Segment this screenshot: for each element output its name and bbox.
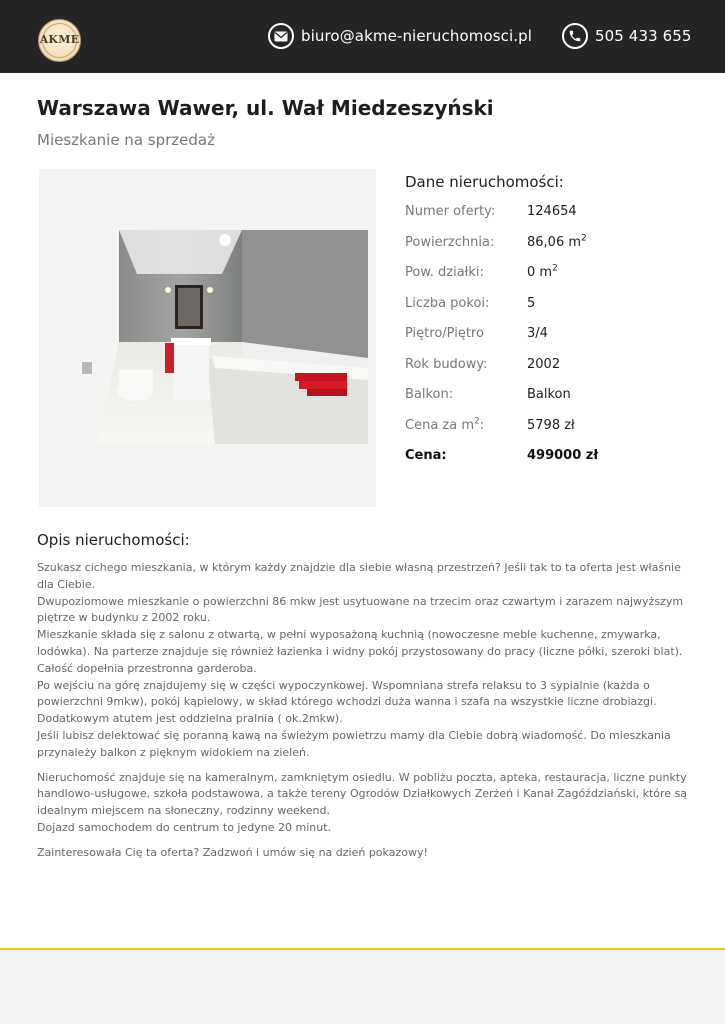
detail-row-balcony <box>405 379 705 410</box>
details-heading: Dane nieruchomości: <box>405 173 564 191</box>
listing-subtitle: Mieszkanie na sprzedaż <box>37 131 215 149</box>
detail-row-price <box>405 440 705 471</box>
detail-value: 2002 <box>527 356 561 372</box>
detail-label: Liczba pokoi: <box>405 295 490 311</box>
photo-frame <box>39 169 376 507</box>
detail-row-area <box>405 227 705 258</box>
detail-value: Balkon <box>527 387 571 402</box>
bathroom-photo[interactable] <box>47 230 368 444</box>
details-table <box>405 196 705 471</box>
detail-row-price-per-m2 <box>405 410 705 441</box>
detail-value: 86,06 $m^2$ <box>527 233 587 250</box>
detail-value: 124654 <box>527 204 577 219</box>
detail-label: Cena: <box>405 448 447 463</box>
email-link[interactable]: biuro@akme-nieruchomosci.pl <box>301 27 533 45</box>
detail-value: 5798 zł <box>527 417 575 433</box>
email-contact[interactable] <box>268 23 532 49</box>
logo-text: AKME <box>39 33 80 46</box>
akme-logo[interactable] <box>38 19 81 62</box>
header-bar <box>0 0 725 73</box>
phone-icon <box>562 23 588 49</box>
detail-label: Powierzchnia: <box>405 234 495 250</box>
footer <box>0 950 725 1024</box>
description-body <box>37 560 689 862</box>
listing-title: Warszawa Wawer, ul. Wał Miedzeszyński <box>37 96 494 120</box>
description-paragraph: Zainteresowała Cię ta oferta? Zadzwoń i umów się na dzień pokazowy! <box>37 845 428 859</box>
envelope-icon <box>268 23 294 49</box>
description-heading: Opis nieruchomości: <box>37 531 190 549</box>
detail-row-plot-area <box>405 257 705 288</box>
phone-contact[interactable] <box>562 23 692 49</box>
description-paragraph: Szukasz cichego mieszkania, w którym każdy znajdzie dla siebie własną przestrzeń? Jeśli tak to ta oferta jest właśnie dla Ciebie. Dwupoziomowe mieszkanie o powierzchni 86 mkw jest usytuowane na trzecim oraz czwartym i zarazem najwyższym piętrze w budynku z 2002 roku. Mieszkanie składa się z salonu z otwartą, w pełni wyposażoną kuchnią (nowoczesne meble kuchenne, zmywarka, lodówka). Na parterze znajduje się również łazienka i widny pokój przystosowany do pracy (liczne półki, szeroki blat). Całość dopełnia przestronna garderoba. Po wejściu na górę znajdujemy się w części wypoczynkowej. Wspomniana strefa relaksu to 3 sypialnie (każda o powierzchni 9mkw), pokój kąpielowy, w skład którego wchodzi duża wanna i szafa na wszystkie liczne drobiazgi. Dodatkowym atutem jest oddzielna pralnia ( ok.2mkw). Jeśli lubisz delektować się poranną kawą na świeżym powietrzu mamy dla Ciebie dobrą wiadomość. Do mieszkania przynależy balkon z pięknym widokiem na zieleń. <box>37 561 684 759</box>
detail-label: Pow. działki: <box>405 265 484 280</box>
detail-label: Balkon: <box>405 387 454 402</box>
detail-row-offer-number <box>405 196 705 227</box>
detail-value: 3/4 <box>527 326 548 341</box>
price-value: 499000 zł <box>527 448 599 463</box>
detail-label: Rok budowy: <box>405 356 488 372</box>
detail-label: Cena za $m^2$: <box>405 416 485 433</box>
detail-row-rooms <box>405 288 705 319</box>
phone-link[interactable]: 505 433 655 <box>595 27 692 45</box>
detail-label: Piętro/Piętro <box>405 326 484 341</box>
description-paragraph: Nieruchomość znajduje się na kameralnym, zamkniętym osiedlu. W pobliżu poczta, apteka, restauracja, liczne punkty handlowo-usługowe, szkoła podstawowa, a także tereny Ogrodów Działkowych Zerżeń i Kanał Zagóździański, które są idealnym miejscem na słoneczny, rodzinny weekend. Dojazd samochodem do centrum to jedyne 20 minut. <box>37 770 688 834</box>
detail-row-floor <box>405 318 705 349</box>
detail-value: 5 <box>527 295 536 311</box>
detail-row-build-year <box>405 349 705 380</box>
detail-value: 0 $m^2$ <box>527 263 558 280</box>
detail-label: Numer oferty: <box>405 204 496 219</box>
